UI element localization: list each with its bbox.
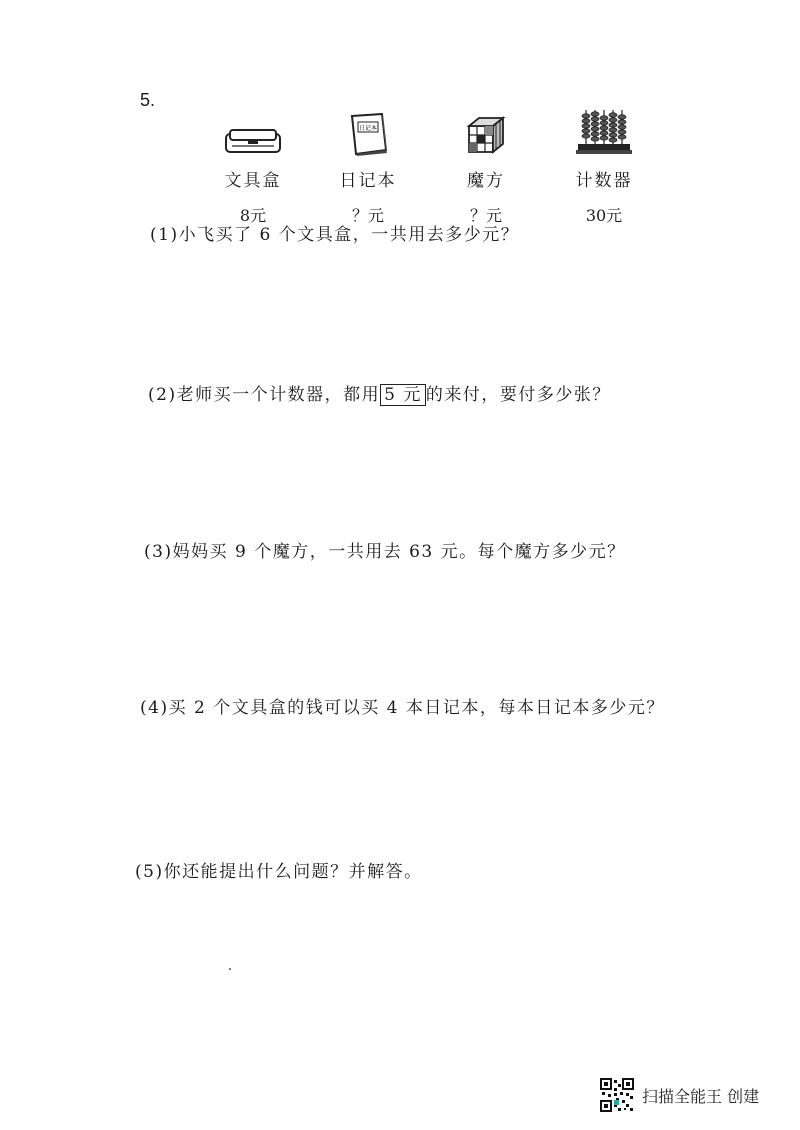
question-2-text-before: (2)老师买一个计数器，都用 — [148, 385, 381, 405]
question-2-boxed-amount: 5 元 — [380, 384, 426, 406]
stray-mark — [229, 968, 231, 970]
item-price: 8元 — [239, 206, 267, 225]
abacus-icon — [574, 106, 634, 156]
question-5: (5)你还能提出什么问题？并解答。 — [135, 862, 423, 882]
rubiks-cube-icon — [465, 114, 507, 156]
diary-cover-text: 日记本 — [358, 125, 378, 132]
item-abacus — [549, 108, 659, 226]
question-2 — [148, 380, 611, 405]
item-name: 计数器 — [575, 171, 633, 191]
item-name: 日记本 — [339, 171, 397, 191]
item-price: ？元 — [351, 206, 384, 225]
item-price: ？元 — [469, 206, 502, 225]
diary-icon — [346, 112, 390, 156]
scanner-watermark — [600, 1078, 759, 1112]
question-1: (1)小飞买了 6 个文具盒，一共用去多少元？ — [150, 225, 520, 245]
question-4: (4)买 2 个文具盒的钱可以买 4 本日记本，每本日记本多少元？ — [140, 698, 665, 718]
pencil-box-icon — [224, 126, 282, 156]
item-rubiks-cube — [431, 108, 541, 226]
item-price: 30元 — [585, 206, 623, 225]
item-diary — [313, 108, 423, 226]
question-number: 5. — [140, 90, 156, 110]
scanner-watermark-text: 扫描全能王 创建 — [642, 1086, 760, 1106]
qr-code-icon — [600, 1078, 634, 1112]
item-name: 魔方 — [467, 171, 505, 191]
item-name: 文具盒 — [224, 171, 282, 191]
question-2-text-after: 的来付，要付多少张？ — [425, 385, 611, 405]
question-3: (3)妈妈买 9 个魔方，一共用去 63 元。每个魔方多少元？ — [144, 542, 626, 562]
item-pencil-box — [198, 108, 308, 226]
